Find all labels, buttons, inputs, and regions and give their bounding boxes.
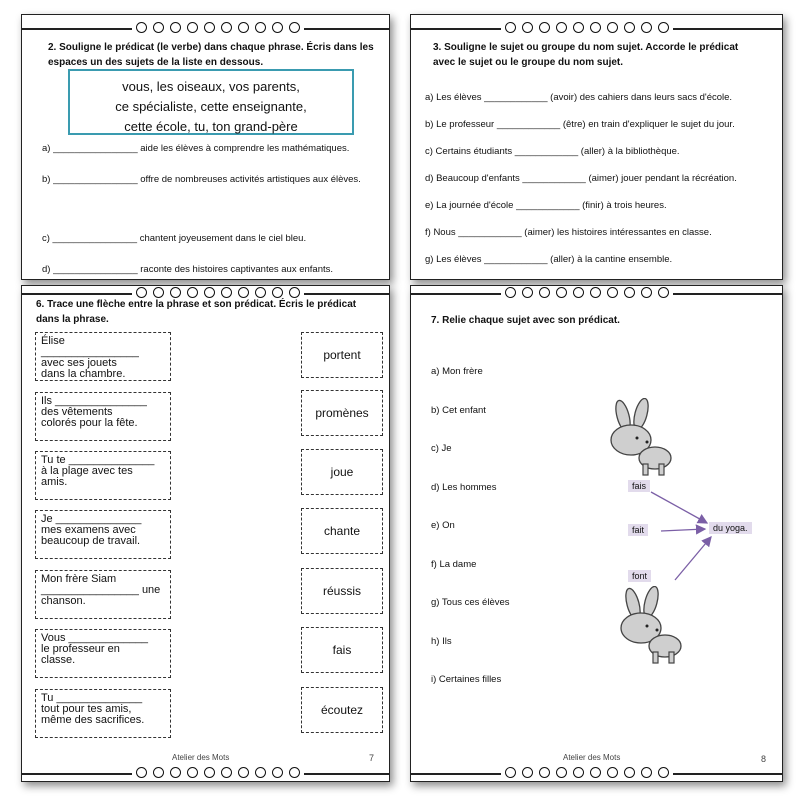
exercise-instruction: 3. Souligne le sujet ou groupe du nom sujet. Accorde le prédicat avec le sujet ou le groupe du nom sujet. (433, 42, 739, 68)
exercise-instruction: 2. Souligne le prédicat (le verbe) dans chaque phrase. Écris dans les espaces un des sujets de la liste en dessous. (48, 42, 374, 68)
worksheet-page-2 (21, 14, 390, 280)
ring (204, 767, 215, 778)
sentence-f: f) Nous ____________ (aimer) les histoires intéressantes en classe. (425, 227, 712, 238)
subject-g: g) Tous ces élèves (431, 597, 510, 608)
sentence-d: d) ________________ raconte des histoires captivantes aux enfants. (42, 264, 334, 275)
sentence-c: c) Certains étudiants ____________ (aller) à la bibliothèque. (425, 146, 680, 157)
ring (272, 22, 283, 33)
exercise-instruction: 7. Relie chaque sujet avec son prédicat. (431, 315, 620, 326)
ring (607, 767, 618, 778)
sentence-box: Tu te ______________ à la plage avec tes amis. (35, 451, 171, 500)
verb-box: écoutez (301, 687, 383, 733)
ring (170, 767, 181, 778)
ring (136, 22, 147, 33)
binding-rings (132, 767, 304, 778)
verb-box: joue (301, 449, 383, 495)
ring (607, 22, 618, 33)
sentence-box: Je ______________ mes examens avec beaucoup de travail. (35, 510, 171, 559)
verb-tag: fais (628, 480, 650, 492)
ring (289, 767, 300, 778)
worksheet-page-6 (21, 285, 390, 782)
ring (170, 22, 181, 33)
ring (204, 22, 215, 33)
worksheet-page-3 (410, 14, 783, 280)
binding-rings (501, 767, 673, 778)
worksheet-page-7 (410, 285, 783, 782)
ring (658, 22, 669, 33)
ring (641, 22, 652, 33)
connector-arrows (411, 286, 784, 783)
subject-h: h) Ils (431, 636, 452, 647)
ring (255, 767, 266, 778)
verb-box: chante (301, 508, 383, 554)
subject-b: b) Cet enfant (431, 405, 486, 416)
ring (573, 22, 584, 33)
ring (136, 767, 147, 778)
subject-d: d) Les hommes (431, 482, 497, 493)
complement-tag: du yoga. (709, 522, 752, 534)
sentence-g: g) Les élèves ____________ (aller) à la cantine ensemble. (425, 254, 673, 265)
verb-box: portent (301, 332, 383, 378)
ring (187, 22, 198, 33)
binding-rings (501, 22, 673, 33)
verb-tag: font (628, 570, 651, 582)
sentence-box: Élise ________________ avec ses jouets dans la chambre. (35, 332, 171, 381)
word-bank-box (68, 69, 354, 135)
subject-i: i) Certaines filles (431, 674, 502, 685)
footer-brand: Atelier des Mots (563, 753, 621, 762)
ring (539, 22, 550, 33)
ring (658, 767, 669, 778)
ring (289, 22, 300, 33)
arrow (661, 529, 705, 531)
ring (255, 22, 266, 33)
sentence-e: e) La journée d'école ____________ (finir) à trois heures. (425, 200, 667, 211)
ring (522, 767, 533, 778)
ring (624, 22, 635, 33)
arrow (651, 492, 707, 523)
sentence-box: Ils _______________ des vêtements colorés pour la fête. (35, 392, 171, 441)
ring (556, 767, 567, 778)
sentence-d: d) Beaucoup d'enfants ____________ (aimer) jouer pendant la récréation. (425, 173, 737, 184)
ring (221, 22, 232, 33)
sentence-a: a) ________________ aide les élèves à comprendre les mathématiques. (42, 143, 350, 154)
sentence-c: c) ________________ chantent joyeusement dans le ciel bleu. (42, 233, 307, 244)
ring (238, 22, 249, 33)
ring (505, 22, 516, 33)
ring (221, 767, 232, 778)
page-number: 7 (369, 753, 375, 763)
ring (590, 767, 601, 778)
word-bank-line: ce spécialiste, cette enseignante, (115, 99, 307, 114)
subject-e: e) On (431, 520, 455, 531)
footer-brand: Atelier des Mots (172, 753, 230, 762)
ring (153, 22, 164, 33)
ring (522, 22, 533, 33)
verb-tag: fait (628, 524, 648, 536)
ring (573, 767, 584, 778)
verb-box: promènes (301, 390, 383, 436)
arrow (675, 537, 711, 580)
verb-box: fais (301, 627, 383, 673)
ring (505, 767, 516, 778)
ring (590, 22, 601, 33)
ring (238, 767, 249, 778)
sentence-box: Tu ______________ tout pour tes amis, même des sacrifices. (35, 689, 171, 738)
binding-rings (132, 22, 304, 33)
ring (539, 767, 550, 778)
word-bank-line: cette école, tu, ton grand-père (124, 119, 298, 134)
subject-f: f) La dame (431, 559, 477, 570)
ring (187, 767, 198, 778)
verb-box: réussis (301, 568, 383, 614)
ring (556, 22, 567, 33)
exercise-instruction: 6. Trace une flèche entre la phrase et son prédicat. Écris le prédicat dans la phrase. (36, 299, 357, 325)
sentence-b: b) ________________ offre de nombreuses activités artistiques aux élèves. (42, 174, 361, 185)
sentence-box: Vous _____________ le professeur en classe. (35, 629, 171, 678)
page-number: 8 (761, 754, 767, 764)
subject-c: c) Je (431, 443, 452, 454)
ring (272, 767, 283, 778)
ring (641, 767, 652, 778)
ring (624, 767, 635, 778)
word-bank-line: vous, les oiseaux, vos parents, (122, 79, 300, 94)
sentence-a: a) Les élèves ____________ (avoir) des cahiers dans leurs sacs d'école. (425, 92, 733, 103)
subject-a: a) Mon frère (431, 366, 483, 377)
ring (153, 767, 164, 778)
sentence-box: Mon frère Siam ________________ une chanson. (35, 570, 171, 619)
sentence-b: b) Le professeur ____________ (être) en train d'expliquer le sujet du jour. (425, 119, 735, 130)
